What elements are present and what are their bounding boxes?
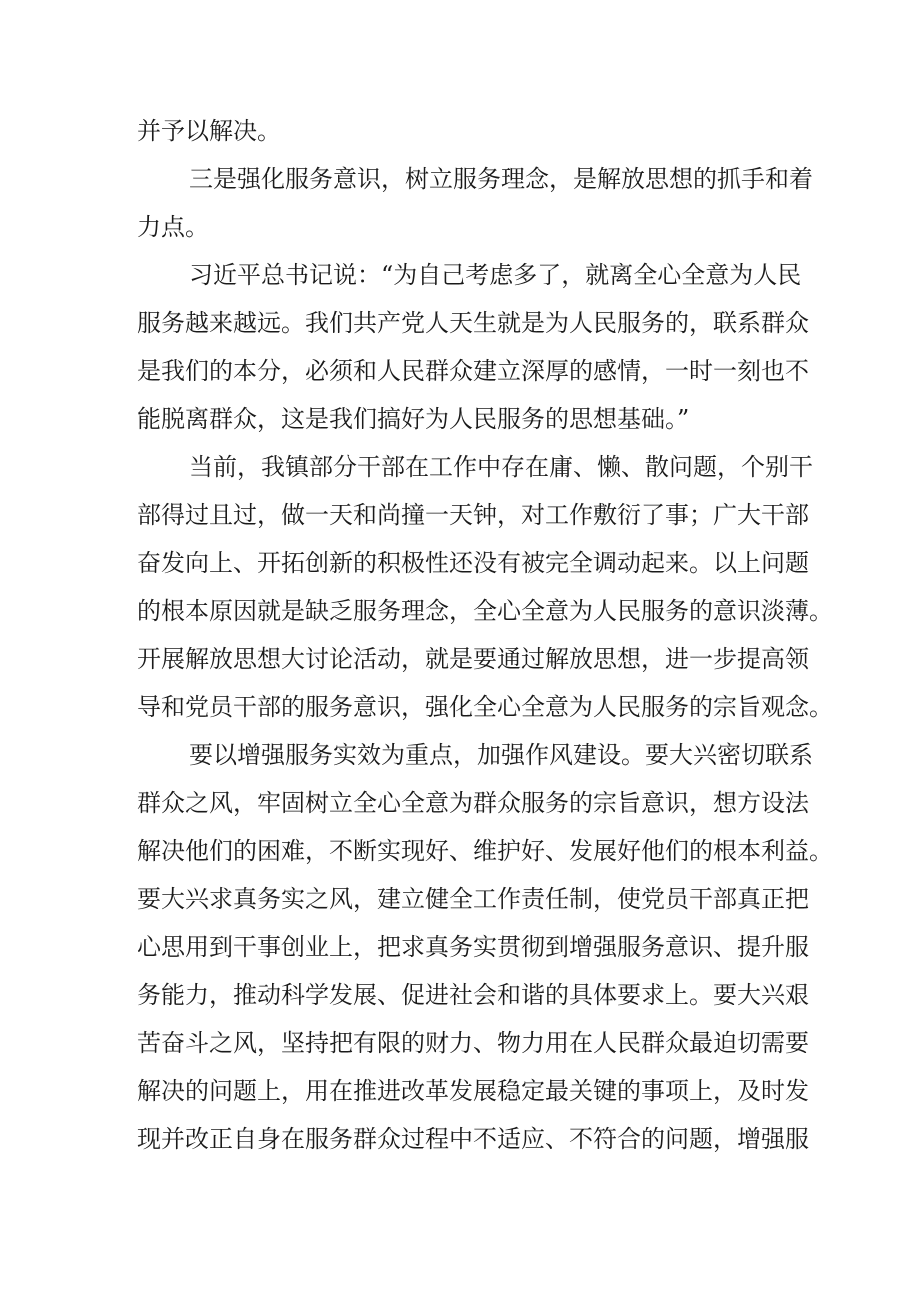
paragraph-4-line-6: 导和党员干部的服务意识，强化全心全意为人民服务的宗旨观念。 xyxy=(137,693,833,721)
paragraph-4-line-3: 奋发向上、开拓创新的积极性还没有被完全调动起来。以上问题 xyxy=(137,549,809,577)
paragraph-5-line-6: 务能力，推动科学发展、促进社会和谐的具体要求上。要大兴艰 xyxy=(137,981,809,1009)
paragraph-4-line-4: 的根本原因就是缺乏服务理念，全心全意为人民服务的意识淡薄。 xyxy=(137,597,833,625)
paragraph-5-line-3: 解决他们的困难，不断实现好、维护好、发展好他们的根本利益。 xyxy=(137,837,833,865)
paragraph-3-line-1: 习近平总书记说：“为自己考虑多了，就离全心全意为人民 xyxy=(189,261,802,289)
document-body xyxy=(137,107,833,1163)
paragraph-3-line-4: 能脱离群众，这是我们搞好为人民服务的思想基础。” xyxy=(137,405,690,433)
paragraph-2-line-1: 三是强化服务意识，树立服务理念，是解放思想的抓手和着 xyxy=(189,165,813,193)
paragraph-3-line-2: 服务越来越远。我们共产党人天生就是为人民服务的，联系群众 xyxy=(137,309,809,337)
paragraph-5-line-9: 现并改正自身在服务群众过程中不适应、不符合的问题，增强服 xyxy=(137,1125,809,1153)
paragraph-5-line-8: 解决的问题上，用在推进改革发展稳定最关键的事项上，及时发 xyxy=(137,1077,809,1105)
paragraph-4-line-1: 当前，我镇部分干部在工作中存在庸、懒、散问题，个别干 xyxy=(189,453,813,481)
paragraph-4-line-5: 开展解放思想大讨论活动，就是要通过解放思想，进一步提高领 xyxy=(137,645,809,673)
paragraph-5-line-2: 群众之风，牢固树立全心全意为群众服务的宗旨意识，想方设法 xyxy=(137,789,809,817)
paragraph-5-line-5: 心思用到干事创业上，把求真务实贯彻到增强服务意识、提升服 xyxy=(137,933,809,961)
paragraph-2-line-2: 力点。 xyxy=(137,213,209,241)
paragraph-3-line-3: 是我们的本分，必须和人民群众建立深厚的感情，一时一刻也不 xyxy=(137,357,809,385)
paragraph-4-line-2: 部得过且过，做一天和尚撞一天钟，对工作敷衍了事；广大干部 xyxy=(137,501,809,529)
paragraph-5-line-1: 要以增强服务实效为重点，加强作风建设。要大兴密切联系 xyxy=(189,741,813,769)
paragraph-1-line-1: 并予以解决。 xyxy=(137,117,281,145)
paragraph-5-line-4: 要大兴求真务实之风，建立健全工作责任制，使党员干部真正把 xyxy=(137,885,809,913)
paragraph-5-line-7: 苦奋斗之风，坚持把有限的财力、物力用在人民群众最迫切需要 xyxy=(137,1029,809,1057)
